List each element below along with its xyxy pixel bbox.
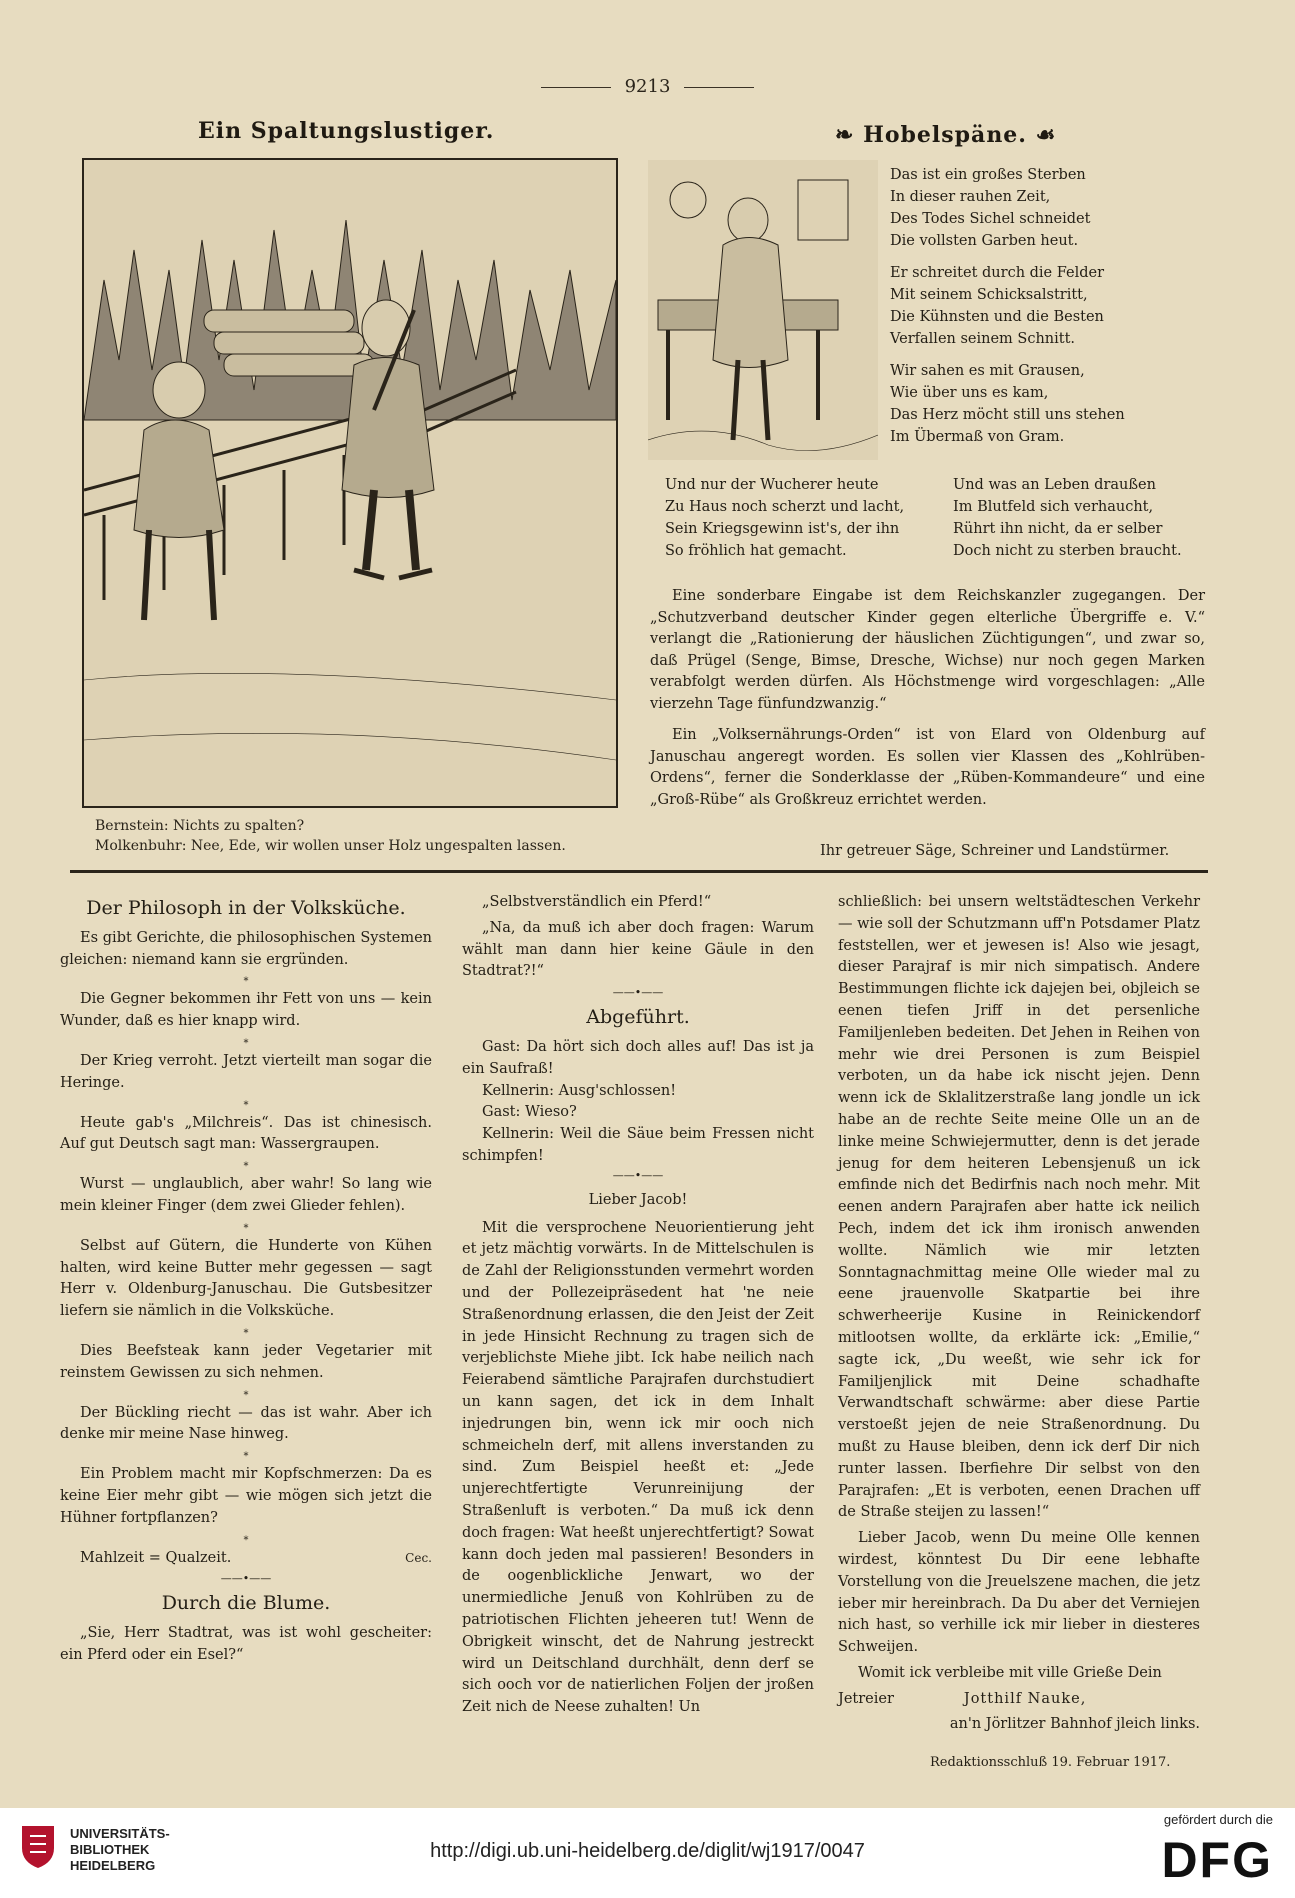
star-separator: * [243,1451,249,1463]
prose-paragraph-1: Eine sonderbare Eingabe ist dem Reichskanzler zugegangen. Der „Schutzverband deutscher Kinder gegen elterliche Übergriffe e. V.“ verlangt die „Rationierung der häuslichen Züchtigungen“, und zwar so, daß Prügel (Senge, Bimse, Dresche, Wichse) nur noch gegen Marken verabfolgt werden dürfen. Als Höchstmenge wird vorgeschlagen: „Alle vierzehn Tage fünfundzwanzig.“ [650,588,1205,712]
aphorism: Ein Problem macht mir Kopfschmerzen: Da es keine Eier mehr gibt — wie mögen sich jetzt die Hühner fortpflanzen? [60,1466,432,1526]
aphorism: Die Gegner bekommen ihr Fett von uns — kein Wunder, daß es hier knapp wird. [60,991,432,1030]
philosoph-title: Der Philosoph in der Volksküche. [86,897,406,919]
rule-separator: ——•—— [220,1572,272,1586]
letter-signer: Jotthilf Nauke, [963,1690,1087,1707]
cartoon-title: Ein Spaltungslustiger. [198,118,495,144]
letter-paragraph: Mit die versprochene Neuorientierung jeht et jetz mächtig vorwärts. In de Mittelschulen is de Zahl der Religionsstunden vermehrt worden und der Pollezeipräsedent hat 'ne neie Straßenordnung erlassen, die den Jeist der Zeit in jede Hinsicht Rechnung zu tragen sich de verjeblichste Miehe jibt. Ick habe neilich nach Feierabend sämtliche Parajrafen durchstudiert un kann sagen, det ick in dem Inhalt injedrungen bin, wenn ick mir ooch nich schmeicheln derf, mit allens inverstanden zu sind. Zum Beispiel heeßt et: „Jede unjerechtfertigte Verunreinijung der Straßenluft is verboten.“ Da muß ick denn doch fragen: Wat heeßt unjerechtfertigt? Sowat kann doch jeden mal passieren! Besonders in de oogenblickliche Jenwart, wo der unermiedliche Jenuß von Kohlrüben zu de patriotischen Flichten jeheeren tut! Wenn de Obrigkeit winscht, det de Nahrung jestreckt wird un Deitschland durchhält, denn derf se sich ooch vor de natierlichen Foljen der jroßen Zeit nich de Neese zuhalten! Un [462,1219,815,1716]
blume-continued: „Selbstverständlich ein Pferd!“ [482,894,712,910]
aphorism: Der Bückling riecht — das ist wahr. Aber ich denke mir meine Nase hinweg. [60,1404,432,1443]
star-separator: * [243,1222,249,1234]
blume-text: „Sie, Herr Stadtrat, was ist wohl gescheiter: ein Pferd oder ein Esel?“ [60,1625,432,1663]
blume-title: Durch die Blume. [161,1592,331,1615]
poem-stanza-5: Und was an Leben draußen Im Blutfeld sich verhaucht, Rührt ihn nicht, da er selber Doch nicht zu sterben braucht. [953,477,1182,559]
aphorism: Wurst — unglaublich, aber wahr! So lang wie mein kleiner Finger (dem zwei Glieder fehlen). [60,1176,432,1214]
redaktionsschluss: Redaktionsschluß 19. Februar 1917. [930,1755,1171,1770]
star-separator: * [243,1037,249,1049]
rule-separator: ——•—— [612,1168,664,1182]
star-separator: * [243,1099,249,1111]
letter-paragraph: Lieber Jacob, wenn Du meine Olle kennen wirdest, könntest Du Dir eene lebhafte Vorstellung von die Jreuelszene machen, die jetz ieber mir hereinbrach. Da Du aber det Verniejen nich hast, so verhille ick mir lieber in diesteres Schweijen. [838,1530,1200,1656]
blume-continued: „Na, da muß ich aber doch fragen: Warum wählt man dann hier keine Gäule in den Stadtrat?!“ [462,919,814,980]
dialog-line: Gast: Wieso? [482,1104,577,1121]
carpenter-illustration [648,160,878,460]
letter-closing: Womit ick verbleibe mit ville Grieße Dein [858,1664,1162,1681]
star-separator: * [243,1534,249,1546]
poem-stanza-3: Wir sahen es mit Grausen, Wie über uns es kam, Das Herz möcht still uns stehen Im Übermaß von Gram. [890,363,1125,445]
abgefuehrt-title: Abgeführt. [586,1006,690,1029]
dialog-line: Kellnerin: Ausg'schlossen! [482,1082,677,1099]
cartoon-illustration [82,158,618,808]
hobelspaene-title: ❧ Hobelspäne. ☙ [835,122,1057,148]
caption-line-2: Molkenbuhr: Nee, Ede, wir wollen unser Holz ungespalten lassen. [95,838,566,854]
letter-continued: schließlich: bei unsern weltstädteschen Verkehr — wie soll der Schutzmann uff'n Potsdamer Platz feststellen, wer et jewesen is! Also wie jesagt, dieser Parajraf is mir nich simpatisch. Andere Bestimmungen flichte ick dajejen bei, objleich se eenen tiefen Jriff in det persenliche Familjenleben bedeiten. Det Jehen in Reihen von mehr wie drei Personen is zum Beispiel verboten, un da habe ick nischt jejen. Denn wenn ick de Sklalitzerstraße lang jondle un ick habe an de rechte Seite meine Olle un an de linke meine Schwiejermutter, denn is det jerade jenug for dem heiteren Lebensjenuß un ick emfinde nich det Bedirfnis nach noch mehr. Mit eenen andern Parajrafen aber hatte ick neilich Pech, indem det ick ihm ironisch anwenden wollte. Nämlich wie mir letzten Sonntagnachmittag meine Olle wieder mal zu eene jrauenvolle Skatpartie bei ihre schwerheerije Kusine in Reinickendorf mitlootsen wollte, da erklärte ick: „Emilie,“ sagte ick, „Du weeßt, wie sehr ick for Familjenjlick mit Deine schadhafte Verwandtschaft schwärme: aber diese Partie verstoeßt jejen de neie Straßenordnung. Du mußt zu Hause bleiben, denn ick derf Dir nich runter lassen. Iberfiehre Dir selbst von den Parajrafen: „Et is verboten, eenen Drachen uff de Straße steijen zu lassen!“ [838,894,1200,1521]
ornament-right-icon: ☙ [1026,122,1057,148]
aphorism-last: Mahlzeit = Qualzeit. Cec. [60,1548,432,1570]
source-url[interactable]: http://digi.ub.uni-heidelberg.de/diglit/wj1917/0047 [430,1840,865,1862]
university-name: UNIVERSITÄTS- BIBLIOTHEK HEIDELBERG [70,1826,170,1873]
poem-stanza-2: Er schreitet durch die Felder Mit seinem Schicksalstritt, Die Kühnsten und die Besten Verfallen seinem Schnitt. [890,265,1105,347]
funded-by-text: gefördert durch die [1163,1812,1273,1827]
poem-stanza-4: Und nur der Wucherer heute Zu Haus noch scherzt und lacht, Sein Kriegsgewinn ist's, der ihn So fröhlich hat gemacht. [665,477,905,559]
prose-paragraph-2: Ein „Volksernährungs-Orden“ ist von Elard von Oldenburg auf Januschau angeregt worden. Es sollen vier Klassen des „Kohlrüben-Ordens“, ferner die Sonderklasse der „Rüben-Kommandeure“ und eine „Groß-Rübe“ als Großkreuz errichtet werden. [650,727,1205,808]
column-2 [462,892,814,1723]
aphorism: Der Krieg verroht. Jetzt vierteilt man sogar die Heringe. [60,1052,432,1091]
section-divider [70,870,1208,873]
aphorism: Es gibt Gerichte, die philosophischen Systemen gleichen: niemand kann sie ergründen. [60,929,432,968]
hobelspaene-prose [650,586,1205,821]
hobelspaene-signature: Ihr getreuer Säge, Schreiner und Landstürmer. [820,843,1170,859]
star-separator: * [243,1161,249,1173]
cartoon-caption [95,816,635,856]
ornament-left-icon: ❧ [835,122,864,148]
star-separator: * [243,1327,249,1339]
poem-stanza-1: Das ist ein großes Sterben In dieser rauhen Zeit, Des Todes Sichel schneidet Die vollsten Garben heut. [890,167,1091,249]
letter-closing-2: Jetreier Jotthilf Nauke, [838,1690,1087,1707]
aphorism: Selbst auf Gütern, die Hunderte von Kühen halten, wird keine Butter mehr gegessen — sagt Herr v. Oldenburg-Januschau. Die Gutsbesitzer liefern sie nämlich in die Volksküche. [60,1237,432,1320]
poem-top [890,164,1125,458]
caption-line-1: Bernstein: Nichts zu spalten? [95,818,305,834]
dialog-line: Kellnerin: Weil die Säue beim Fressen nicht schimpfen! [462,1126,814,1164]
letter-signer-address: an'n Jörlitzer Bahnhof jleich links. [949,1716,1200,1733]
letter-greeting: Lieber Jacob! [588,1191,688,1208]
column-3 [838,892,1200,1736]
column-1 [60,892,432,1671]
rule-separator: ——•—— [612,986,664,1000]
star-separator: * [243,1389,249,1401]
dfg-logo: DFG [1161,1832,1273,1888]
aphorism: Dies Beefsteak kann jeder Vegetarier mit reinstem Gewissen zu sich nehmen. [60,1342,432,1381]
star-separator: * [243,976,249,988]
author-initials: Cec. [405,1550,432,1565]
dialog-line: Gast: Da hört sich doch alles auf! Das ist ja ein Saufraß! [462,1038,814,1077]
page-number: 9213 [0,76,1295,97]
aphorism: Heute gab's „Milchreis“. Das ist chinesisch. Auf gut Deutsch sagt man: Wassergraupen. [60,1114,432,1153]
